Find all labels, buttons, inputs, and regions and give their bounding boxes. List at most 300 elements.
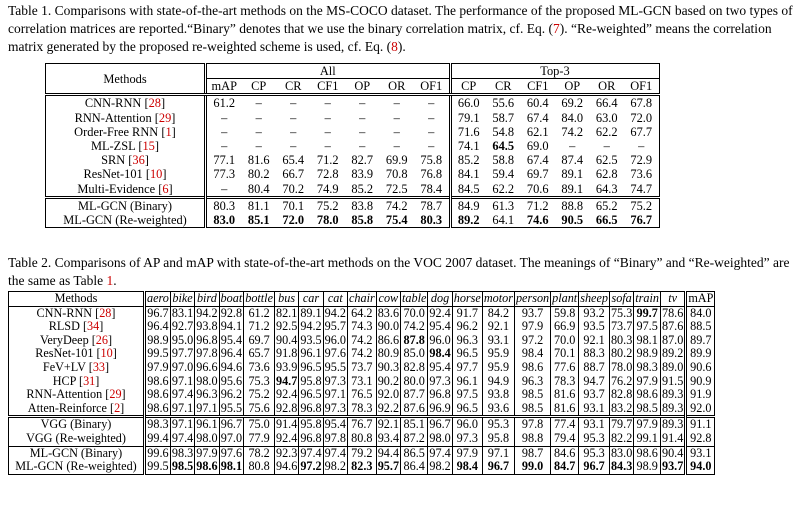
table-cell bbox=[486, 167, 521, 181]
cell-value: 96.0 bbox=[324, 332, 346, 347]
citation-link[interactable]: 29 bbox=[109, 387, 122, 402]
table-cell bbox=[482, 361, 514, 375]
cell-value: 67.4 bbox=[526, 110, 549, 125]
table-cell bbox=[551, 320, 579, 334]
table-cell bbox=[414, 182, 450, 198]
table-cell bbox=[376, 388, 400, 402]
cell-value: 74.6 bbox=[526, 213, 549, 228]
table-cell bbox=[206, 213, 242, 228]
cell-value: – bbox=[221, 181, 228, 196]
table-cell bbox=[170, 417, 194, 432]
cell-value: 97.4 bbox=[324, 445, 346, 460]
table-cell bbox=[551, 388, 579, 402]
cell-value: 93.1 bbox=[487, 332, 510, 347]
cell-value: 73.7 bbox=[610, 319, 633, 334]
table-cell bbox=[609, 388, 633, 402]
cell-value: 97.4 bbox=[429, 445, 451, 460]
table-cell bbox=[555, 125, 590, 139]
cell-value: 87.4 bbox=[561, 153, 584, 168]
cell-value: 75.2 bbox=[316, 198, 339, 213]
table-cell bbox=[686, 432, 715, 446]
cell-value: 58.7 bbox=[492, 110, 515, 125]
table-cell bbox=[634, 320, 661, 334]
cell-value: 97.9 bbox=[456, 445, 478, 460]
cell-value: 75.2 bbox=[248, 387, 270, 402]
table-cell bbox=[514, 361, 550, 375]
table-cell bbox=[219, 402, 244, 417]
cell-value: 93.8 bbox=[196, 319, 218, 334]
cell-value: 93.1 bbox=[583, 417, 605, 432]
table-cell bbox=[660, 417, 685, 432]
cell-value: 95.7 bbox=[377, 459, 400, 474]
table-cell bbox=[590, 197, 625, 213]
table-cell bbox=[242, 213, 277, 228]
method-name: ResNet-101 [10] bbox=[46, 167, 206, 181]
table-row bbox=[46, 139, 660, 153]
table-cell bbox=[450, 153, 486, 167]
table-cell bbox=[170, 432, 194, 446]
table-cell bbox=[486, 125, 521, 139]
method-label: Atten-Reinforce bbox=[27, 400, 107, 415]
table-cell bbox=[514, 446, 550, 460]
table-cell bbox=[428, 417, 452, 432]
cell-value: 85.8 bbox=[351, 213, 374, 228]
cell-value: 71.2 bbox=[526, 198, 549, 213]
table-cell bbox=[195, 347, 219, 361]
cell-value: 74.9 bbox=[316, 181, 339, 196]
cell-value: 75.6 bbox=[248, 400, 270, 415]
method-name: CNN-RNN [28] bbox=[46, 95, 206, 111]
cell-value: 77.9 bbox=[248, 430, 270, 445]
method-name: FeV+LV [33] bbox=[9, 361, 145, 375]
cell-value: – bbox=[290, 110, 297, 125]
table-cell bbox=[170, 361, 194, 375]
method-label: CNN-RNN bbox=[36, 305, 93, 320]
table-cell bbox=[242, 125, 277, 139]
table-cell bbox=[634, 432, 661, 446]
table-cell bbox=[219, 432, 244, 446]
cell-value: 98.6 bbox=[196, 459, 218, 474]
method-label: ML-ZSL bbox=[90, 139, 136, 154]
table-cell bbox=[345, 111, 380, 125]
table-cell bbox=[686, 446, 715, 460]
column-header: cat bbox=[323, 292, 347, 307]
table-cell bbox=[401, 460, 428, 474]
table-cell bbox=[299, 388, 323, 402]
citation-link[interactable]: 10 bbox=[149, 167, 163, 182]
cell-value: 95.9 bbox=[487, 346, 510, 361]
cell-value: 75.8 bbox=[420, 153, 443, 168]
table-cell bbox=[521, 153, 556, 167]
citation-link[interactable]: 26 bbox=[95, 332, 108, 347]
table1-caption: Table 1. Comparisons with state-of-the-art methods on the MS-COCO dataset. The performance of the proposed ML-GCN based on two types of correlation matrices are reported.“Binary” denotes that we use the binary correlation matrix, cf. Eq. (7). “Re-weighted” means the correlation matrix generated by the proposed re-weighted scheme is used, cf. Eq. (8). bbox=[8, 3, 793, 54]
table-cell bbox=[555, 95, 590, 111]
table-cell bbox=[514, 320, 550, 334]
cell-value: 97.1 bbox=[196, 400, 218, 415]
cell-value: 87.6 bbox=[661, 319, 684, 334]
cell-value: 93.5 bbox=[300, 332, 322, 347]
table-cell bbox=[274, 320, 298, 334]
column-header: bird bbox=[195, 292, 219, 307]
cell-value: 78.0 bbox=[316, 213, 339, 228]
cell-value: 95.8 bbox=[300, 373, 322, 388]
table-cell bbox=[514, 375, 550, 389]
table-cell bbox=[414, 139, 450, 153]
table-cell bbox=[486, 111, 521, 125]
table-cell bbox=[414, 111, 450, 125]
cell-value: 73.7 bbox=[351, 359, 373, 374]
cell-value: 70.0 bbox=[403, 305, 425, 320]
cell-value: 83.2 bbox=[610, 400, 633, 415]
method-label: ResNet-101 bbox=[35, 346, 94, 361]
table-cell bbox=[244, 375, 275, 389]
cell-value: 83.0 bbox=[213, 213, 236, 228]
table-row bbox=[46, 167, 660, 181]
cell-value: 93.7 bbox=[521, 305, 544, 320]
cell-value: 78.4 bbox=[420, 181, 443, 196]
table-cell bbox=[380, 197, 415, 213]
cell-value: 77.6 bbox=[554, 359, 576, 374]
citation-link[interactable]: 33 bbox=[92, 359, 105, 374]
table-cell bbox=[579, 388, 610, 402]
table-cell bbox=[414, 167, 450, 181]
table-cell bbox=[482, 347, 514, 361]
column-header: bus bbox=[274, 292, 298, 307]
cell-value: 89.3 bbox=[661, 417, 684, 432]
table-cell bbox=[486, 197, 521, 213]
table-cell bbox=[380, 182, 415, 198]
cell-value: 95.3 bbox=[487, 417, 510, 432]
cell-value: 98.6 bbox=[521, 359, 544, 374]
cell-value: 84.5 bbox=[457, 181, 480, 196]
table-cell bbox=[609, 347, 633, 361]
cell-value: 80.3 bbox=[213, 198, 236, 213]
table-cell bbox=[555, 167, 590, 181]
cell-value: 92.8 bbox=[690, 430, 712, 445]
cell-value: 74.2 bbox=[351, 332, 373, 347]
cell-value: 64.5 bbox=[492, 139, 515, 154]
citation-link[interactable]: 28 bbox=[99, 305, 112, 320]
cell-value: 97.0 bbox=[220, 430, 243, 445]
table-cell bbox=[347, 334, 376, 348]
table-cell bbox=[347, 402, 376, 417]
cell-value: – bbox=[393, 124, 400, 139]
column-header: CP bbox=[450, 79, 486, 95]
citation-link[interactable]: 28 bbox=[148, 96, 161, 111]
cell-value: 95.0 bbox=[171, 332, 194, 347]
table-cell bbox=[401, 446, 428, 460]
table-cell bbox=[482, 417, 514, 432]
table1 bbox=[45, 63, 660, 228]
methods-header: Methods bbox=[9, 292, 145, 307]
cell-value: 90.6 bbox=[690, 359, 712, 374]
cell-value: 62.5 bbox=[595, 153, 618, 168]
cell-value: 82.8 bbox=[610, 387, 633, 402]
table-cell bbox=[428, 361, 452, 375]
cell-value: 82.2 bbox=[610, 430, 633, 445]
cell-value: – bbox=[428, 139, 435, 154]
cell-value: 96.4 bbox=[147, 319, 169, 334]
citation-link[interactable]: 34 bbox=[87, 319, 100, 334]
cell-value: 62.2 bbox=[492, 181, 515, 196]
table-cell bbox=[206, 111, 242, 125]
table-cell bbox=[347, 375, 376, 389]
cell-value: 89.2 bbox=[457, 213, 480, 228]
table-cell bbox=[401, 320, 428, 334]
table-cell bbox=[452, 446, 482, 460]
citation-link[interactable]: 36 bbox=[132, 153, 145, 168]
cell-value: 96.7 bbox=[429, 417, 451, 432]
table-cell bbox=[299, 460, 323, 474]
cell-value: 75.2 bbox=[630, 198, 653, 213]
citation-link[interactable]: 6 bbox=[162, 181, 169, 196]
table-cell bbox=[686, 402, 715, 417]
cell-value: 94.2 bbox=[324, 305, 346, 320]
table-cell bbox=[244, 460, 275, 474]
table-cell bbox=[634, 388, 661, 402]
cell-value: 92.0 bbox=[377, 387, 400, 402]
citation-link[interactable]: 31 bbox=[83, 373, 96, 388]
method-label: ML-GCN (Binary) bbox=[78, 198, 172, 213]
table-cell bbox=[452, 388, 482, 402]
table-cell bbox=[482, 320, 514, 334]
table-cell bbox=[274, 446, 298, 460]
cell-value: 66.7 bbox=[282, 167, 305, 182]
citation-link[interactable]: 29 bbox=[158, 110, 172, 125]
cell-value: 92.1 bbox=[487, 319, 510, 334]
table-cell bbox=[551, 460, 579, 474]
cell-value: 64.3 bbox=[595, 181, 618, 196]
table-cell bbox=[219, 361, 244, 375]
table-cell bbox=[590, 139, 625, 153]
method-name: ML-ZSL [15] bbox=[46, 139, 206, 153]
table-cell bbox=[660, 388, 685, 402]
cell-value: 97.8 bbox=[196, 346, 218, 361]
table-cell bbox=[660, 306, 685, 320]
eq-ref-7[interactable]: 7 bbox=[553, 21, 560, 36]
cell-value: 97.7 bbox=[456, 359, 478, 374]
table-cell bbox=[219, 460, 244, 474]
table-cell bbox=[145, 460, 171, 474]
cell-value: 90.4 bbox=[275, 332, 298, 347]
table-cell bbox=[579, 334, 610, 348]
table-cell bbox=[514, 334, 550, 348]
cell-value: 88.8 bbox=[561, 198, 584, 213]
table-cell bbox=[452, 361, 482, 375]
table-cell bbox=[219, 306, 244, 320]
column-header: mAP bbox=[686, 292, 715, 307]
table-row bbox=[9, 347, 715, 361]
cell-value: 93.9 bbox=[275, 359, 298, 374]
cell-value: 84.1 bbox=[457, 167, 480, 182]
table-cell bbox=[660, 334, 685, 348]
cell-value: 60.4 bbox=[526, 96, 549, 111]
method-label: ML-GCN (Re-weighted) bbox=[15, 459, 137, 474]
cell-value: 98.4 bbox=[429, 346, 451, 361]
cell-value: 96.1 bbox=[456, 373, 478, 388]
cell-value: 96.1 bbox=[300, 346, 322, 361]
method-label: Multi-Evidence bbox=[77, 181, 156, 196]
cell-value: 74.3 bbox=[351, 319, 373, 334]
column-header: car bbox=[299, 292, 323, 307]
method-name bbox=[9, 432, 145, 446]
cell-value: – bbox=[221, 139, 228, 154]
citation-link[interactable]: 15 bbox=[142, 139, 155, 154]
cell-value: 69.0 bbox=[526, 139, 549, 154]
table-cell bbox=[401, 375, 428, 389]
table-cell bbox=[323, 446, 347, 460]
table-cell bbox=[555, 213, 590, 228]
cell-value: 88.5 bbox=[690, 319, 712, 334]
table-cell bbox=[590, 167, 625, 181]
cell-value: 80.8 bbox=[248, 459, 270, 474]
cell-value: 92.7 bbox=[171, 319, 194, 334]
table-ref-1[interactable]: 1 bbox=[106, 273, 114, 288]
cell-value: 95.4 bbox=[429, 359, 451, 374]
table-cell bbox=[660, 361, 685, 375]
cell-value: 59.4 bbox=[492, 167, 515, 182]
cell-value: – bbox=[428, 96, 435, 111]
column-header: OP bbox=[345, 79, 380, 95]
cell-value: 97.1 bbox=[171, 417, 194, 432]
cell-value: 98.9 bbox=[636, 459, 658, 474]
cell-value: 93.7 bbox=[583, 387, 605, 402]
cell-value: 98.9 bbox=[636, 346, 658, 361]
cell-value: 67.8 bbox=[630, 96, 653, 111]
table-cell bbox=[345, 182, 380, 198]
cell-value: – bbox=[290, 96, 297, 111]
cell-value: 87.6 bbox=[403, 400, 425, 415]
table-cell bbox=[482, 446, 514, 460]
eq-ref-8[interactable]: 8 bbox=[391, 39, 398, 54]
method-label: RNN-Attention bbox=[26, 387, 103, 402]
cell-value: 67.4 bbox=[526, 153, 549, 168]
cell-value: 92.1 bbox=[583, 332, 605, 347]
table-cell bbox=[579, 306, 610, 320]
cell-value: 74.2 bbox=[561, 124, 584, 139]
cell-value: 97.3 bbox=[429, 373, 451, 388]
cell-value: 96.7 bbox=[487, 459, 510, 474]
table-cell bbox=[195, 320, 219, 334]
cell-value: 92.4 bbox=[275, 430, 298, 445]
cell-value: 97.4 bbox=[300, 445, 322, 460]
method-name: ResNet-101 [10] bbox=[9, 347, 145, 361]
method-label: VGG (Binary) bbox=[40, 417, 112, 432]
table-cell bbox=[609, 306, 633, 320]
cell-value: 96.3 bbox=[456, 332, 478, 347]
table-cell bbox=[242, 95, 277, 111]
cell-value: 98.3 bbox=[147, 417, 169, 432]
table-cell bbox=[486, 153, 521, 167]
table-cell bbox=[624, 95, 659, 111]
cell-value: 78.7 bbox=[420, 198, 443, 213]
table-cell bbox=[276, 213, 311, 228]
cell-value: 67.7 bbox=[630, 124, 653, 139]
cell-value: 97.9 bbox=[147, 359, 169, 374]
methods-header: Methods bbox=[46, 64, 206, 95]
cell-value: 98.8 bbox=[521, 430, 544, 445]
column-header: dog bbox=[428, 292, 452, 307]
table-cell bbox=[624, 111, 659, 125]
cell-value: 78.2 bbox=[248, 445, 270, 460]
table-cell bbox=[242, 111, 277, 125]
table-cell bbox=[555, 111, 590, 125]
table-cell bbox=[219, 446, 244, 460]
table-cell bbox=[347, 361, 376, 375]
citation-link[interactable]: 2 bbox=[114, 400, 121, 415]
table-cell bbox=[514, 460, 550, 474]
cell-value: 98.6 bbox=[147, 400, 169, 415]
table-cell bbox=[624, 139, 659, 153]
table-cell bbox=[347, 417, 376, 432]
cell-value: 80.2 bbox=[247, 167, 270, 182]
table-cell bbox=[219, 334, 244, 348]
table-cell bbox=[244, 334, 275, 348]
cell-value: 76.8 bbox=[420, 167, 443, 182]
table-cell bbox=[274, 388, 298, 402]
cell-value: – bbox=[428, 110, 435, 125]
header-row bbox=[9, 292, 715, 307]
table-cell bbox=[428, 375, 452, 389]
table-cell bbox=[376, 347, 400, 361]
table-cell bbox=[450, 125, 486, 139]
cell-value: 72.0 bbox=[630, 110, 653, 125]
cell-value: 87.2 bbox=[403, 430, 425, 445]
cell-value: 72.5 bbox=[385, 181, 408, 196]
cell-value: – bbox=[221, 124, 228, 139]
cell-value: 98.0 bbox=[429, 430, 451, 445]
cell-value: 98.5 bbox=[521, 400, 544, 415]
cell-value: 70.6 bbox=[526, 181, 549, 196]
column-header: aero bbox=[145, 292, 171, 307]
table-row bbox=[46, 125, 660, 139]
table-cell bbox=[555, 153, 590, 167]
citation-link[interactable]: 10 bbox=[100, 346, 113, 361]
cell-value: 96.5 bbox=[300, 359, 322, 374]
cell-value: 79.2 bbox=[351, 445, 373, 460]
cell-value: 76.7 bbox=[351, 417, 373, 432]
table-cell bbox=[345, 213, 380, 228]
table-cell bbox=[219, 417, 244, 432]
cell-value: 95.8 bbox=[300, 417, 322, 432]
table-cell bbox=[634, 334, 661, 348]
table-cell bbox=[311, 95, 346, 111]
method-label: RLSD bbox=[48, 319, 80, 334]
cell-value: 94.2 bbox=[300, 319, 322, 334]
cell-value: 80.9 bbox=[377, 346, 400, 361]
table-cell bbox=[347, 460, 376, 474]
cell-value: 98.1 bbox=[220, 459, 243, 474]
cell-value: 89.3 bbox=[661, 387, 684, 402]
table-cell bbox=[521, 167, 556, 181]
table-cell bbox=[579, 417, 610, 432]
cell-value: 66.9 bbox=[554, 319, 576, 334]
table-cell bbox=[376, 320, 400, 334]
table-cell bbox=[274, 306, 298, 320]
table-cell bbox=[624, 153, 659, 167]
table-cell bbox=[242, 197, 277, 213]
cell-value: 73.1 bbox=[351, 373, 373, 388]
table-cell bbox=[323, 347, 347, 361]
table-cell bbox=[244, 402, 275, 417]
table-cell bbox=[452, 460, 482, 474]
method-name: RLSD [34] bbox=[9, 320, 145, 334]
table-cell bbox=[274, 460, 298, 474]
cell-value: 64.2 bbox=[351, 305, 373, 320]
citation-link[interactable]: 1 bbox=[165, 124, 172, 139]
table-cell bbox=[482, 375, 514, 389]
cell-value: 72.8 bbox=[316, 167, 339, 182]
